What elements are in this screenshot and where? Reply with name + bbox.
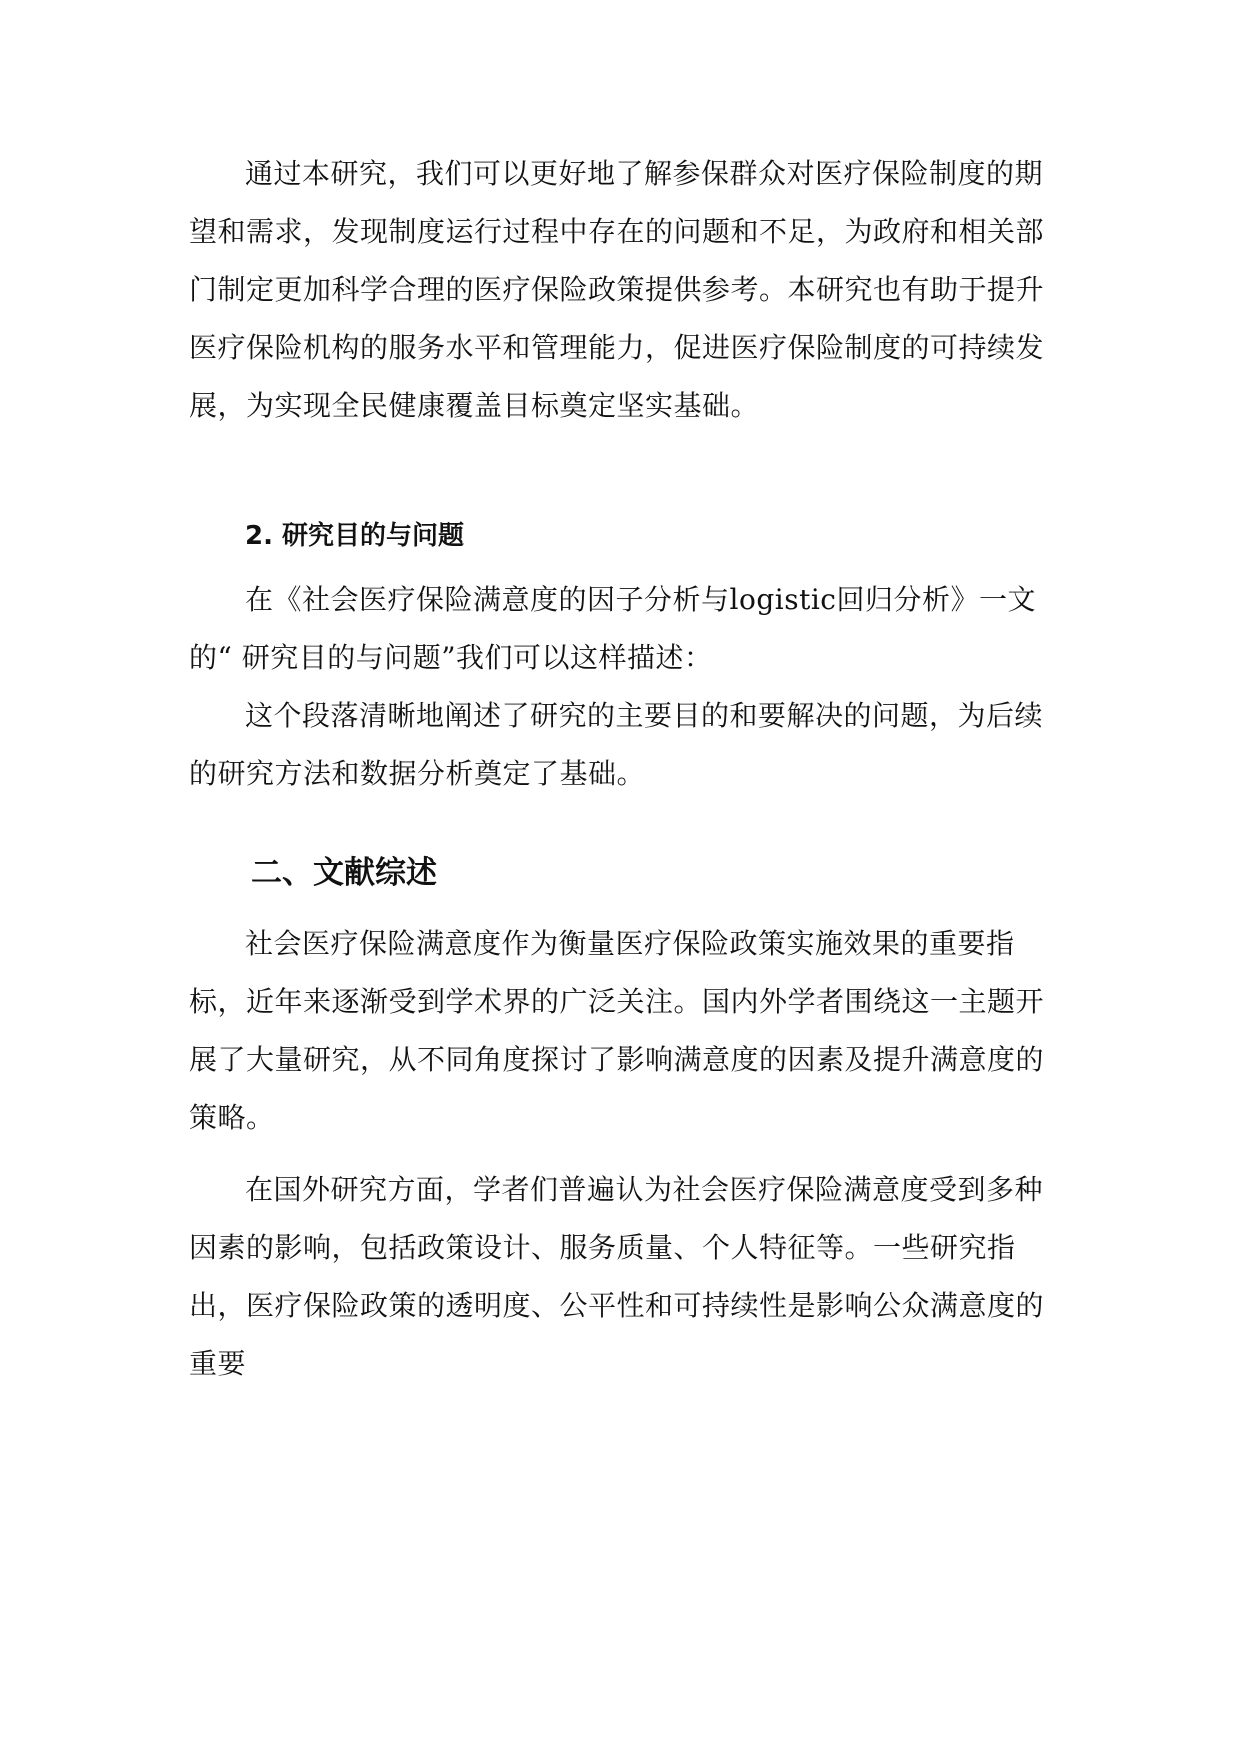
purpose-summary-paragraph: 这个段落清晰地阐述了研究的主要目的和要解决的问题，为后续的研究方法和数据分析奠定了基础。 — [189, 699, 1044, 790]
chapter-heading-literature-review: 二、文献综述 — [251, 855, 437, 891]
section-heading-research-purpose: 2. 研究目的与问题 — [245, 521, 465, 551]
purpose-intro-paragraph: 在《社会医疗保险满意度的因子分析与logistic回归分析》一文的“ 研究目的与问题”我们可以这样描述： — [189, 583, 1036, 674]
page-content — [189, 145, 1055, 1393]
intro-paragraph: 通过本研究，我们可以更好地了解参保群众对医疗保险制度的期望和需求，发现制度运行过程中存在的问题和不足，为政府和相关部门制定更加科学合理的医疗保险政策提供参考。本研究也有助于提升医疗保险机构的服务水平和管理能力，促进医疗保险制度的可持续发展，为实现全民健康覆盖目标奠定坚实基础。 — [189, 157, 1045, 422]
review-intro-paragraph: 社会医疗保险满意度作为衡量医疗保险政策实施效果的重要指标，近年来逐渐受到学术界的广泛关注。国内外学者围绕这一主题开展了大量研究，从不同角度探讨了影响满意度的因素及提升满意度的策略。 — [189, 927, 1045, 1134]
foreign-research-paragraph: 在国外研究方面，学者们普遍认为社会医疗保险满意度受到多种因素的影响，包括政策设计、服务质量、个人特征等。一些研究指出，医疗保险政策的透明度、公平性和可持续性是影响公众满意度的重要 — [189, 1173, 1045, 1380]
